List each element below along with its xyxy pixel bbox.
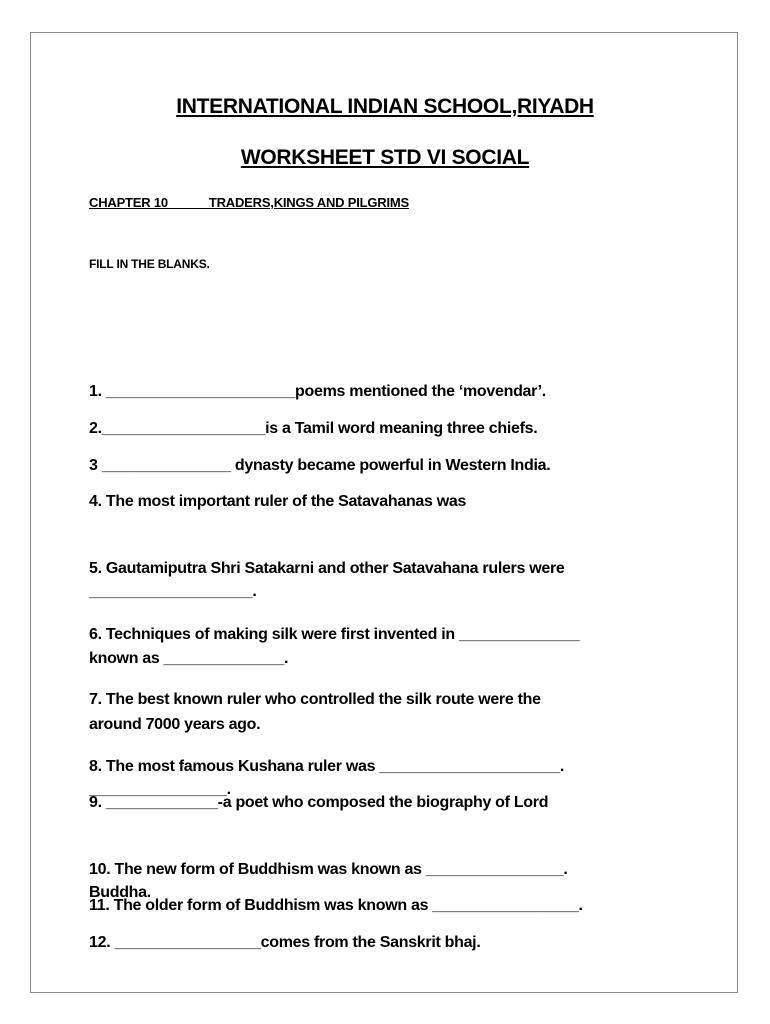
question-line: 7. The best known ruler who controlled the silk route were the — [89, 691, 541, 708]
chapter-heading: CHAPTER 10 TRADERS,KINGS AND PILGRIMS — [89, 195, 410, 210]
question-line: 6. Techniques of making silk were first invented in ______________ — [89, 626, 580, 643]
question-line: known as ______________. — [89, 650, 289, 667]
worksheet-title: WORKSHEET STD VI SOCIAL — [240, 146, 530, 169]
question-line: around 7000 years ago. — [89, 716, 261, 733]
question-line: 5. Gautamiputra Shri Satakarni and other Satavahana rulers were — [89, 560, 565, 577]
question-line: 3 _______________ dynasty became powerful in Western India. — [89, 457, 551, 474]
question-line: ________________. — [89, 781, 231, 798]
question-line: ___________________. — [89, 583, 257, 600]
question-line: 11. The older form of Buddhism was known as _________________. — [89, 897, 583, 914]
question-12 — [89, 868, 480, 988]
question-line: 10. The new form of Buddhism was known as ________________. — [89, 861, 568, 878]
question-line: 4. The most important ruler of the Satavahanas was — [89, 493, 467, 510]
question-line: 8. The most famous Kushana ruler was _____________________. — [89, 758, 565, 775]
school-title: INTERNATIONAL INDIAN SCHOOL,RIYADH — [176, 95, 594, 118]
question-line: Buddha. — [89, 884, 151, 901]
question-line: 1. ______________________poems mentioned the ‘movendar’. — [89, 383, 546, 400]
question-line: 2.___________________is a Tamil word meaning three chiefs. — [89, 420, 538, 437]
question-line: 12. _________________comes from the Sanskrit bhaj. — [89, 934, 481, 951]
question-line: 9. _____________-a poet who composed the biography of Lord — [89, 794, 549, 811]
instruction-heading: FILL IN THE BLANKS. — [89, 257, 210, 271]
